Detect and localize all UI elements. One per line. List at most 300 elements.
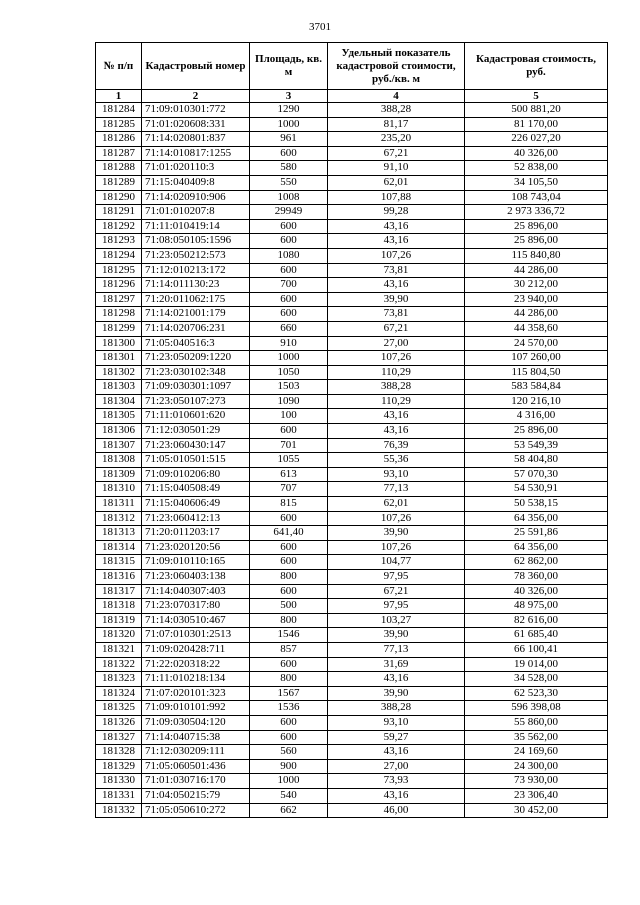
- rate-value: 107,26: [328, 248, 465, 263]
- cadastral-number: 71:23:070317:80: [142, 599, 250, 614]
- cadastral-number: 71:09:010301:772: [142, 103, 250, 118]
- row-number: 181311: [96, 497, 142, 512]
- area-value: 600: [250, 657, 328, 672]
- row-number: 181317: [96, 584, 142, 599]
- table-row: [96, 526, 608, 541]
- rate-value: 76,39: [328, 438, 465, 453]
- area-value: 600: [250, 715, 328, 730]
- row-number: 181327: [96, 730, 142, 745]
- row-number: 181307: [96, 438, 142, 453]
- table-row: [96, 292, 608, 307]
- cost-value: 30 452,00: [465, 803, 608, 818]
- area-value: 500: [250, 599, 328, 614]
- column-number: 1: [96, 90, 142, 103]
- area-value: 600: [250, 219, 328, 234]
- cadastral-number: 71:11:010218:134: [142, 672, 250, 687]
- table-row: [96, 570, 608, 585]
- table-row: [96, 540, 608, 555]
- cadastral-number: 71:22:020318:22: [142, 657, 250, 672]
- row-number: 181324: [96, 686, 142, 701]
- row-number: 181314: [96, 540, 142, 555]
- table-row: [96, 672, 608, 687]
- rate-value: 77,13: [328, 642, 465, 657]
- cost-value: 4 316,00: [465, 409, 608, 424]
- area-value: 1503: [250, 380, 328, 395]
- cost-value: 34 528,00: [465, 672, 608, 687]
- row-number: 181318: [96, 599, 142, 614]
- table-row: [96, 132, 608, 147]
- cadastral-number: 71:11:010419:14: [142, 219, 250, 234]
- row-number: 181320: [96, 628, 142, 643]
- area-value: 1290: [250, 103, 328, 118]
- table-body: [96, 103, 608, 818]
- cadastral-number: 71:14:040307:403: [142, 584, 250, 599]
- rate-value: 39,90: [328, 628, 465, 643]
- cost-value: 78 360,00: [465, 570, 608, 585]
- row-number: 181326: [96, 715, 142, 730]
- table-row: [96, 482, 608, 497]
- rate-value: 107,88: [328, 190, 465, 205]
- table-row: [96, 599, 608, 614]
- rate-value: 62,01: [328, 497, 465, 512]
- row-number: 181305: [96, 409, 142, 424]
- table-row: [96, 248, 608, 263]
- table-row: [96, 511, 608, 526]
- cost-value: 25 591,86: [465, 526, 608, 541]
- cost-value: 40 326,00: [465, 584, 608, 599]
- table-row: [96, 759, 608, 774]
- cost-value: 30 212,00: [465, 278, 608, 293]
- cost-value: 24 169,60: [465, 745, 608, 760]
- area-value: 600: [250, 555, 328, 570]
- row-number: 181319: [96, 613, 142, 628]
- area-value: 600: [250, 234, 328, 249]
- area-value: 600: [250, 511, 328, 526]
- header-rate: Удельный показатель кадастровой стоимости, руб./кв. м: [328, 43, 465, 90]
- column-number: 5: [465, 90, 608, 103]
- area-value: 1000: [250, 774, 328, 789]
- row-number: 181288: [96, 161, 142, 176]
- row-number: 181293: [96, 234, 142, 249]
- rate-value: 107,26: [328, 540, 465, 555]
- row-number: 181312: [96, 511, 142, 526]
- area-value: 1008: [250, 190, 328, 205]
- table-row: [96, 788, 608, 803]
- cost-value: 57 070,30: [465, 467, 608, 482]
- cost-value: 107 260,00: [465, 351, 608, 366]
- area-value: 600: [250, 146, 328, 161]
- table-row: [96, 584, 608, 599]
- cadastral-number: 71:20:011203:17: [142, 526, 250, 541]
- area-value: 600: [250, 540, 328, 555]
- cost-value: 64 356,00: [465, 511, 608, 526]
- cost-value: 62 523,30: [465, 686, 608, 701]
- table-row: [96, 745, 608, 760]
- cost-value: 24 300,00: [465, 759, 608, 774]
- cadastral-number: 71:23:030102:348: [142, 365, 250, 380]
- rate-value: 43,16: [328, 409, 465, 424]
- cost-value: 82 616,00: [465, 613, 608, 628]
- rate-value: 93,10: [328, 715, 465, 730]
- rate-value: 43,16: [328, 745, 465, 760]
- area-value: 540: [250, 788, 328, 803]
- table-row: [96, 424, 608, 439]
- table-row: [96, 774, 608, 789]
- area-value: 600: [250, 292, 328, 307]
- cadastral-number: 71:15:040606:49: [142, 497, 250, 512]
- column-number: 4: [328, 90, 465, 103]
- area-value: 600: [250, 730, 328, 745]
- cadastral-number: 71:05:050610:272: [142, 803, 250, 818]
- area-value: 1536: [250, 701, 328, 716]
- area-value: 910: [250, 336, 328, 351]
- cadastral-number: 71:09:010110:165: [142, 555, 250, 570]
- table-row: [96, 555, 608, 570]
- area-value: 641,40: [250, 526, 328, 541]
- table-row: [96, 175, 608, 190]
- cadastral-number: 71:07:020101:323: [142, 686, 250, 701]
- cadastral-number: 71:01:010207:8: [142, 205, 250, 220]
- table-header: [96, 43, 608, 103]
- column-number-row: [96, 90, 608, 103]
- cost-value: 48 975,00: [465, 599, 608, 614]
- cost-value: 64 356,00: [465, 540, 608, 555]
- area-value: 701: [250, 438, 328, 453]
- cost-value: 35 562,00: [465, 730, 608, 745]
- rate-value: 104,77: [328, 555, 465, 570]
- cadastral-number: 71:08:050105:1596: [142, 234, 250, 249]
- area-value: 707: [250, 482, 328, 497]
- cost-value: 500 881,20: [465, 103, 608, 118]
- cost-value: 226 027,20: [465, 132, 608, 147]
- cadastral-number: 71:23:020120:56: [142, 540, 250, 555]
- area-value: 662: [250, 803, 328, 818]
- cost-value: 25 896,00: [465, 219, 608, 234]
- area-value: 1000: [250, 117, 328, 132]
- cadastral-number: 71:01:020608:331: [142, 117, 250, 132]
- cost-value: 50 538,15: [465, 497, 608, 512]
- rate-value: 39,90: [328, 526, 465, 541]
- row-number: 181296: [96, 278, 142, 293]
- area-value: 550: [250, 175, 328, 190]
- table-row: [96, 701, 608, 716]
- area-value: 800: [250, 570, 328, 585]
- cadastral-number: 71:14:030510:467: [142, 613, 250, 628]
- header-area: Площадь, кв. м: [250, 43, 328, 90]
- row-number: 181321: [96, 642, 142, 657]
- table-row: [96, 628, 608, 643]
- cost-value: 34 105,50: [465, 175, 608, 190]
- row-number: 181329: [96, 759, 142, 774]
- cost-value: 58 404,80: [465, 453, 608, 468]
- row-number: 181289: [96, 175, 142, 190]
- area-value: 1000: [250, 351, 328, 366]
- cost-value: 40 326,00: [465, 146, 608, 161]
- row-number: 181310: [96, 482, 142, 497]
- table-row: [96, 146, 608, 161]
- cadastral-number: 71:09:030504:120: [142, 715, 250, 730]
- area-value: 815: [250, 497, 328, 512]
- cadastral-number: 71:09:010101:992: [142, 701, 250, 716]
- cost-value: 115 804,50: [465, 365, 608, 380]
- rate-value: 73,93: [328, 774, 465, 789]
- rate-value: 43,16: [328, 278, 465, 293]
- cadastral-number: 71:07:010301:2513: [142, 628, 250, 643]
- cadastral-number: 71:05:060501:436: [142, 759, 250, 774]
- table-row: [96, 234, 608, 249]
- cadastral-number: 71:23:060403:138: [142, 570, 250, 585]
- rate-value: 110,29: [328, 394, 465, 409]
- rate-value: 67,21: [328, 584, 465, 599]
- row-number: 181287: [96, 146, 142, 161]
- row-number: 181322: [96, 657, 142, 672]
- cadastral-number: 71:14:020706:231: [142, 321, 250, 336]
- cadastral-number: 71:12:030501:29: [142, 424, 250, 439]
- rate-value: 388,28: [328, 103, 465, 118]
- table-row: [96, 190, 608, 205]
- cadastral-number: 71:23:060412:13: [142, 511, 250, 526]
- rate-value: 27,00: [328, 759, 465, 774]
- cost-value: 53 549,39: [465, 438, 608, 453]
- rate-value: 91,10: [328, 161, 465, 176]
- row-number: 181294: [96, 248, 142, 263]
- rate-value: 103,27: [328, 613, 465, 628]
- table-row: [96, 409, 608, 424]
- row-number: 181313: [96, 526, 142, 541]
- row-number: 181303: [96, 380, 142, 395]
- cadastral-number: 71:15:040409:8: [142, 175, 250, 190]
- cadastral-number: 71:23:050107:273: [142, 394, 250, 409]
- header-number: № п/п: [96, 43, 142, 90]
- row-number: 181302: [96, 365, 142, 380]
- cost-value: 81 170,00: [465, 117, 608, 132]
- row-number: 181331: [96, 788, 142, 803]
- table-row: [96, 307, 608, 322]
- rate-value: 97,95: [328, 599, 465, 614]
- table-row: [96, 613, 608, 628]
- row-number: 181301: [96, 351, 142, 366]
- cost-value: 44 286,00: [465, 263, 608, 278]
- row-number: 181315: [96, 555, 142, 570]
- rate-value: 43,16: [328, 788, 465, 803]
- area-value: 800: [250, 672, 328, 687]
- row-number: 181284: [96, 103, 142, 118]
- rate-value: 97,95: [328, 570, 465, 585]
- cadastral-number: 71:12:030209:111: [142, 745, 250, 760]
- cadastral-number: 71:15:040508:49: [142, 482, 250, 497]
- table-row: [96, 642, 608, 657]
- row-number: 181298: [96, 307, 142, 322]
- cost-value: 108 743,04: [465, 190, 608, 205]
- cost-value: 2 973 336,72: [465, 205, 608, 220]
- cost-value: 62 862,00: [465, 555, 608, 570]
- row-number: 181325: [96, 701, 142, 716]
- table-row: [96, 263, 608, 278]
- table-row: [96, 351, 608, 366]
- cadastral-number: 71:20:011062:175: [142, 292, 250, 307]
- row-number: 181332: [96, 803, 142, 818]
- table-row: [96, 103, 608, 118]
- cadastral-number: 71:09:020428:711: [142, 642, 250, 657]
- row-number: 181285: [96, 117, 142, 132]
- row-number: 181316: [96, 570, 142, 585]
- cost-value: 66 100,41: [465, 642, 608, 657]
- cadastral-number: 71:01:020110:3: [142, 161, 250, 176]
- header-row: [96, 43, 608, 90]
- area-value: 800: [250, 613, 328, 628]
- cost-value: 55 860,00: [465, 715, 608, 730]
- cost-value: 25 896,00: [465, 234, 608, 249]
- cost-value: 73 930,00: [465, 774, 608, 789]
- cadastral-number: 71:11:010601:620: [142, 409, 250, 424]
- area-value: 1055: [250, 453, 328, 468]
- page-number: 3701: [309, 21, 331, 33]
- rate-value: 388,28: [328, 701, 465, 716]
- area-value: 660: [250, 321, 328, 336]
- table-row: [96, 497, 608, 512]
- cost-value: 23 940,00: [465, 292, 608, 307]
- rate-value: 43,16: [328, 234, 465, 249]
- rate-value: 99,28: [328, 205, 465, 220]
- table-row: [96, 730, 608, 745]
- area-value: 700: [250, 278, 328, 293]
- table-row: [96, 453, 608, 468]
- cadastral-number: 71:14:020910:906: [142, 190, 250, 205]
- row-number: 181330: [96, 774, 142, 789]
- cost-value: 19 014,00: [465, 657, 608, 672]
- table-row: [96, 380, 608, 395]
- row-number: 181295: [96, 263, 142, 278]
- column-number: 2: [142, 90, 250, 103]
- table-row: [96, 438, 608, 453]
- rate-value: 93,10: [328, 467, 465, 482]
- cost-value: 24 570,00: [465, 336, 608, 351]
- row-number: 181292: [96, 219, 142, 234]
- row-number: 181306: [96, 424, 142, 439]
- column-number: 3: [250, 90, 328, 103]
- area-value: 900: [250, 759, 328, 774]
- cost-value: 44 358,60: [465, 321, 608, 336]
- cost-value: 44 286,00: [465, 307, 608, 322]
- table-row: [96, 117, 608, 132]
- cadastral-number: 71:23:060430:147: [142, 438, 250, 453]
- area-value: 600: [250, 584, 328, 599]
- cost-value: 120 216,10: [465, 394, 608, 409]
- rate-value: 39,90: [328, 686, 465, 701]
- cadastral-number: 71:12:010213:172: [142, 263, 250, 278]
- table-row: [96, 467, 608, 482]
- rate-value: 107,26: [328, 351, 465, 366]
- table-row: [96, 394, 608, 409]
- rate-value: 55,36: [328, 453, 465, 468]
- cost-value: 583 584,84: [465, 380, 608, 395]
- table-row: [96, 803, 608, 818]
- rate-value: 59,27: [328, 730, 465, 745]
- cadastral-number: 71:14:021001:179: [142, 307, 250, 322]
- row-number: 181300: [96, 336, 142, 351]
- table-row: [96, 657, 608, 672]
- table-row: [96, 365, 608, 380]
- cost-value: 52 838,00: [465, 161, 608, 176]
- area-value: 1050: [250, 365, 328, 380]
- header-cost: Кадастровая стоимость, руб.: [465, 43, 608, 90]
- area-value: 600: [250, 424, 328, 439]
- rate-value: 43,16: [328, 672, 465, 687]
- area-value: 100: [250, 409, 328, 424]
- cadastral-number: 71:14:020801:837: [142, 132, 250, 147]
- area-value: 600: [250, 263, 328, 278]
- table-row: [96, 321, 608, 336]
- row-number: 181304: [96, 394, 142, 409]
- cost-value: 61 685,40: [465, 628, 608, 643]
- table-row: [96, 219, 608, 234]
- rate-value: 27,00: [328, 336, 465, 351]
- area-value: 961: [250, 132, 328, 147]
- header-cadastral-number: Кадастровый номер: [142, 43, 250, 90]
- rate-value: 107,26: [328, 511, 465, 526]
- rate-value: 73,81: [328, 307, 465, 322]
- area-value: 600: [250, 307, 328, 322]
- row-number: 181299: [96, 321, 142, 336]
- cost-value: 23 306,40: [465, 788, 608, 803]
- row-number: 181290: [96, 190, 142, 205]
- row-number: 181286: [96, 132, 142, 147]
- cadastral-number: 71:05:010501:515: [142, 453, 250, 468]
- row-number: 181291: [96, 205, 142, 220]
- table-row: [96, 336, 608, 351]
- rate-value: 43,16: [328, 219, 465, 234]
- rate-value: 110,29: [328, 365, 465, 380]
- cadastral-number: 71:04:050215:79: [142, 788, 250, 803]
- row-number: 181328: [96, 745, 142, 760]
- rate-value: 388,28: [328, 380, 465, 395]
- area-value: 1567: [250, 686, 328, 701]
- area-value: 1090: [250, 394, 328, 409]
- row-number: 181308: [96, 453, 142, 468]
- cost-value: 25 896,00: [465, 424, 608, 439]
- table-row: [96, 205, 608, 220]
- rate-value: 46,00: [328, 803, 465, 818]
- row-number: 181309: [96, 467, 142, 482]
- rate-value: 77,13: [328, 482, 465, 497]
- cadastral-number: 71:14:010817:1255: [142, 146, 250, 161]
- row-number: 181323: [96, 672, 142, 687]
- table-row: [96, 278, 608, 293]
- area-value: 857: [250, 642, 328, 657]
- cadastral-number: 71:14:040715:38: [142, 730, 250, 745]
- table-row: [96, 715, 608, 730]
- rate-value: 81,17: [328, 117, 465, 132]
- rate-value: 31,69: [328, 657, 465, 672]
- cadastral-table: [95, 42, 608, 818]
- rate-value: 43,16: [328, 424, 465, 439]
- rate-value: 73,81: [328, 263, 465, 278]
- rate-value: 62,01: [328, 175, 465, 190]
- cadastral-number: 71:05:040516:3: [142, 336, 250, 351]
- cadastral-number: 71:01:030716:170: [142, 774, 250, 789]
- cadastral-number: 71:14:011130:23: [142, 278, 250, 293]
- area-value: 29949: [250, 205, 328, 220]
- table-row: [96, 686, 608, 701]
- area-value: 580: [250, 161, 328, 176]
- cadastral-number: 71:23:050209:1220: [142, 351, 250, 366]
- rate-value: 235,20: [328, 132, 465, 147]
- rate-value: 67,21: [328, 321, 465, 336]
- rate-value: 39,90: [328, 292, 465, 307]
- cadastral-number: 71:09:010206:80: [142, 467, 250, 482]
- area-value: 1080: [250, 248, 328, 263]
- area-value: 613: [250, 467, 328, 482]
